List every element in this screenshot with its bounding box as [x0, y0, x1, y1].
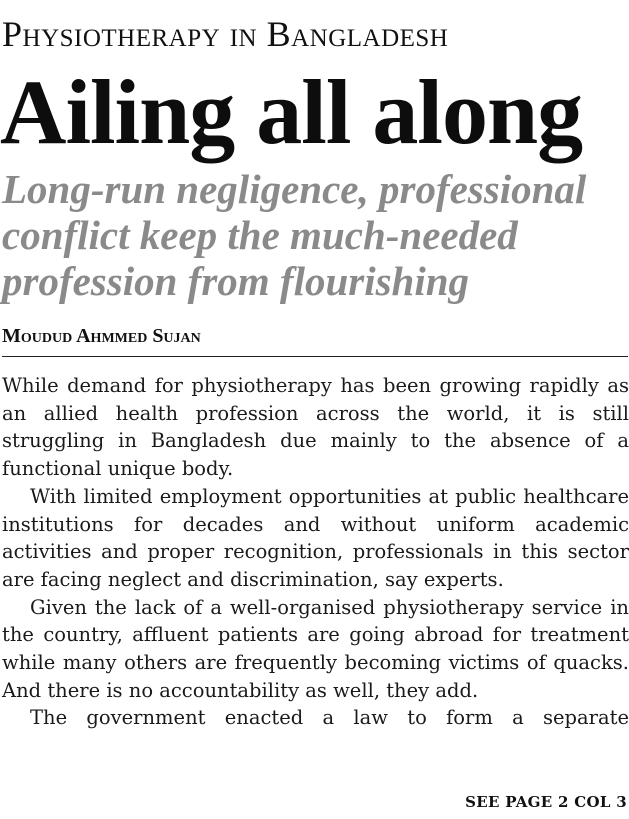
- paragraph-3: Given the lack of a well-organised physiotherapy service in the country, affluent patients are going abroad for treatment while many others are frequently becoming victims of quacks. And there is no accountability as well, they add.: [2, 595, 629, 702]
- paragraph-1: While demand for physiotherapy has been growing rapidly as an allied health profession across the world, it is still struggling in Bangladesh due mainly to the absence of a functional unique body.: [2, 374, 629, 481]
- byline-divider: [2, 356, 628, 357]
- paragraph-4: The government enacted a law to form a separate: [30, 706, 629, 730]
- article-body: [2, 372, 629, 732]
- continuation-jump-line: SEE PAGE 2 COL 3: [465, 793, 627, 811]
- kicker: Physiotherapy in Bangladesh: [2, 14, 449, 54]
- byline: Moudud Ahmmed Sujan: [2, 325, 201, 347]
- paragraph-2: With limited employment opportunities at public healthcare institutions for decades and without uniform academic activities and proper recognition, professionals in this sector are facing neglect and discrimination, say experts.: [2, 484, 629, 591]
- headline: Ailing all along: [0, 61, 583, 163]
- deck-subheadline: Long-run negligence, professional conflict keep the much-needed profession from flourishing: [2, 166, 587, 304]
